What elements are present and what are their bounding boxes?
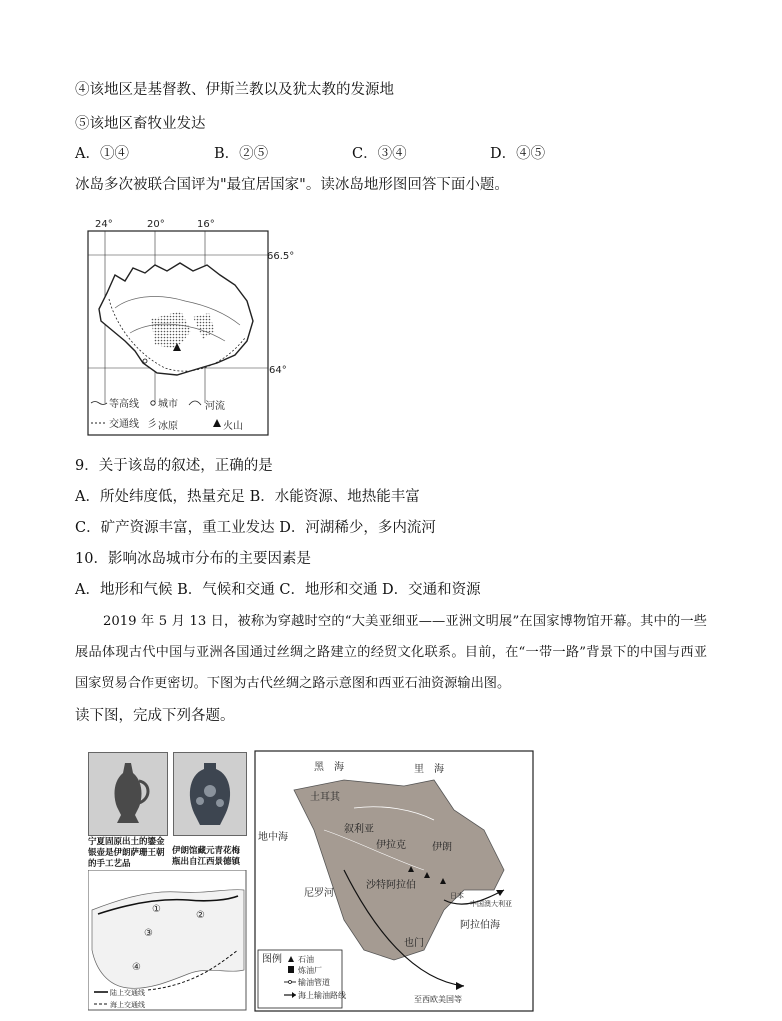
photo1-caption: 宁夏固原出土的鎏金银壶是伊朗萨珊王朝的手工艺品 xyxy=(88,837,165,869)
instruction: 读下图，完成下列各题。 xyxy=(75,708,235,724)
q9-row1: A．所处纬度低，热量充足 B．水能资源、地热能丰富 xyxy=(75,489,420,505)
label-iran: 伊朗 xyxy=(432,842,452,853)
silk-legend-land: 陆上交通线 xyxy=(110,989,145,997)
legend-glacier: 冰原 xyxy=(158,421,178,432)
q10-row1: A．地形和气候 B．气候和交通 C．地形和交通 D．交通和资源 xyxy=(75,582,481,598)
option-d: D．④⑤ xyxy=(490,146,546,162)
option-a: A．①④ xyxy=(75,146,129,162)
legend-pipeline: 输油管道 xyxy=(298,978,330,987)
q9-row2: C．矿产资源丰富，重工业发达 D．河湖稀少，多内流河 xyxy=(75,520,436,536)
legend-title: 图例 xyxy=(262,954,282,965)
label-med: 地中海 xyxy=(258,832,288,843)
label-turkey: 土耳其 xyxy=(310,792,340,803)
label-iraq: 伊拉克 xyxy=(376,840,406,851)
label-to-west: 至西欧美国等 xyxy=(414,995,462,1004)
label-syria: 叙利亚 xyxy=(344,824,374,835)
label-to-australia: 中国澳大利亚 xyxy=(470,900,512,908)
west-asia-map xyxy=(254,750,536,1014)
glacier-icon: 彡 xyxy=(147,419,157,430)
label-saudi: 沙特阿拉伯 xyxy=(366,880,416,891)
q9-stem: 9．关于该岛的叙述，正确的是 xyxy=(75,458,273,474)
iceland-map xyxy=(85,213,300,438)
lon-label-20: 20° xyxy=(147,219,165,230)
lon-label-16: 16° xyxy=(197,219,215,230)
silk-legend-sea: 海上交通线 xyxy=(110,1001,145,1009)
svg-text:④: ④ xyxy=(132,962,141,973)
svg-text:③: ③ xyxy=(144,928,153,939)
legend-volcano: 火山 xyxy=(223,421,243,432)
photo2-caption: 伊朗馆藏元青花梅瓶出自江西景德镇 xyxy=(172,846,241,867)
legend-refinery: 炼油厂 xyxy=(298,966,322,975)
legend-road: 交通线 xyxy=(109,419,139,430)
option-c: C．③④ xyxy=(352,146,407,162)
lat-label-665: 66.5° xyxy=(267,251,295,262)
photo-blue-white-vase xyxy=(173,752,247,836)
legend-searoute: 海上输油路线 xyxy=(298,991,346,1000)
legend-oil: 石油 xyxy=(298,955,314,964)
q10-stem: 10．影响冰岛城市分布的主要因素是 xyxy=(75,551,311,567)
label-nile: 尼罗河 xyxy=(304,888,334,899)
option-b: B．②⑤ xyxy=(214,146,269,162)
statement-4: ④该地区是基督教、伊斯兰教以及犹太教的发源地 xyxy=(75,82,394,98)
iceland-intro: 冰岛多次被联合国评为"最宜居国家"。读冰岛地形图回答下面小题。 xyxy=(75,177,509,193)
photo-silver-ewer xyxy=(88,752,168,836)
label-yemen: 也门 xyxy=(404,938,424,949)
lat-label-64: 64° xyxy=(269,365,287,376)
statement-5: ⑤该地区畜牧业发达 xyxy=(75,116,206,132)
label-to-japan: 日本 xyxy=(450,892,464,900)
silk-road-map xyxy=(88,870,248,1012)
legend-city: 城市 xyxy=(158,399,178,410)
legend-contour: 等高线 xyxy=(109,399,139,410)
asia-paragraph-text: 2019 年 5 月 13 日，被称为穿越时空的“大美亚细亚——亚洲文明展”在国家博物馆开幕。其中的一些展品体现古代中国与亚洲各国通过丝绸之路建立的经贸文化联系。目前，在“一带一路”背景下的中国与西亚国家贸易合作更密切。下图为古代丝绸之路示意图和西亚石油资源输出图。 xyxy=(75,614,707,691)
label-arabian-sea: 阿拉伯海 xyxy=(460,920,500,931)
legend-river: 河流 xyxy=(205,401,225,412)
city-icon xyxy=(143,359,147,363)
asia-paragraph xyxy=(75,606,707,699)
label-caspian: 里 海 xyxy=(414,764,444,775)
label-black-sea: 黑 海 xyxy=(314,762,344,773)
lon-label-24: 24° xyxy=(95,219,113,230)
svg-text:①: ① xyxy=(152,904,161,915)
svg-text:②: ② xyxy=(196,910,205,921)
